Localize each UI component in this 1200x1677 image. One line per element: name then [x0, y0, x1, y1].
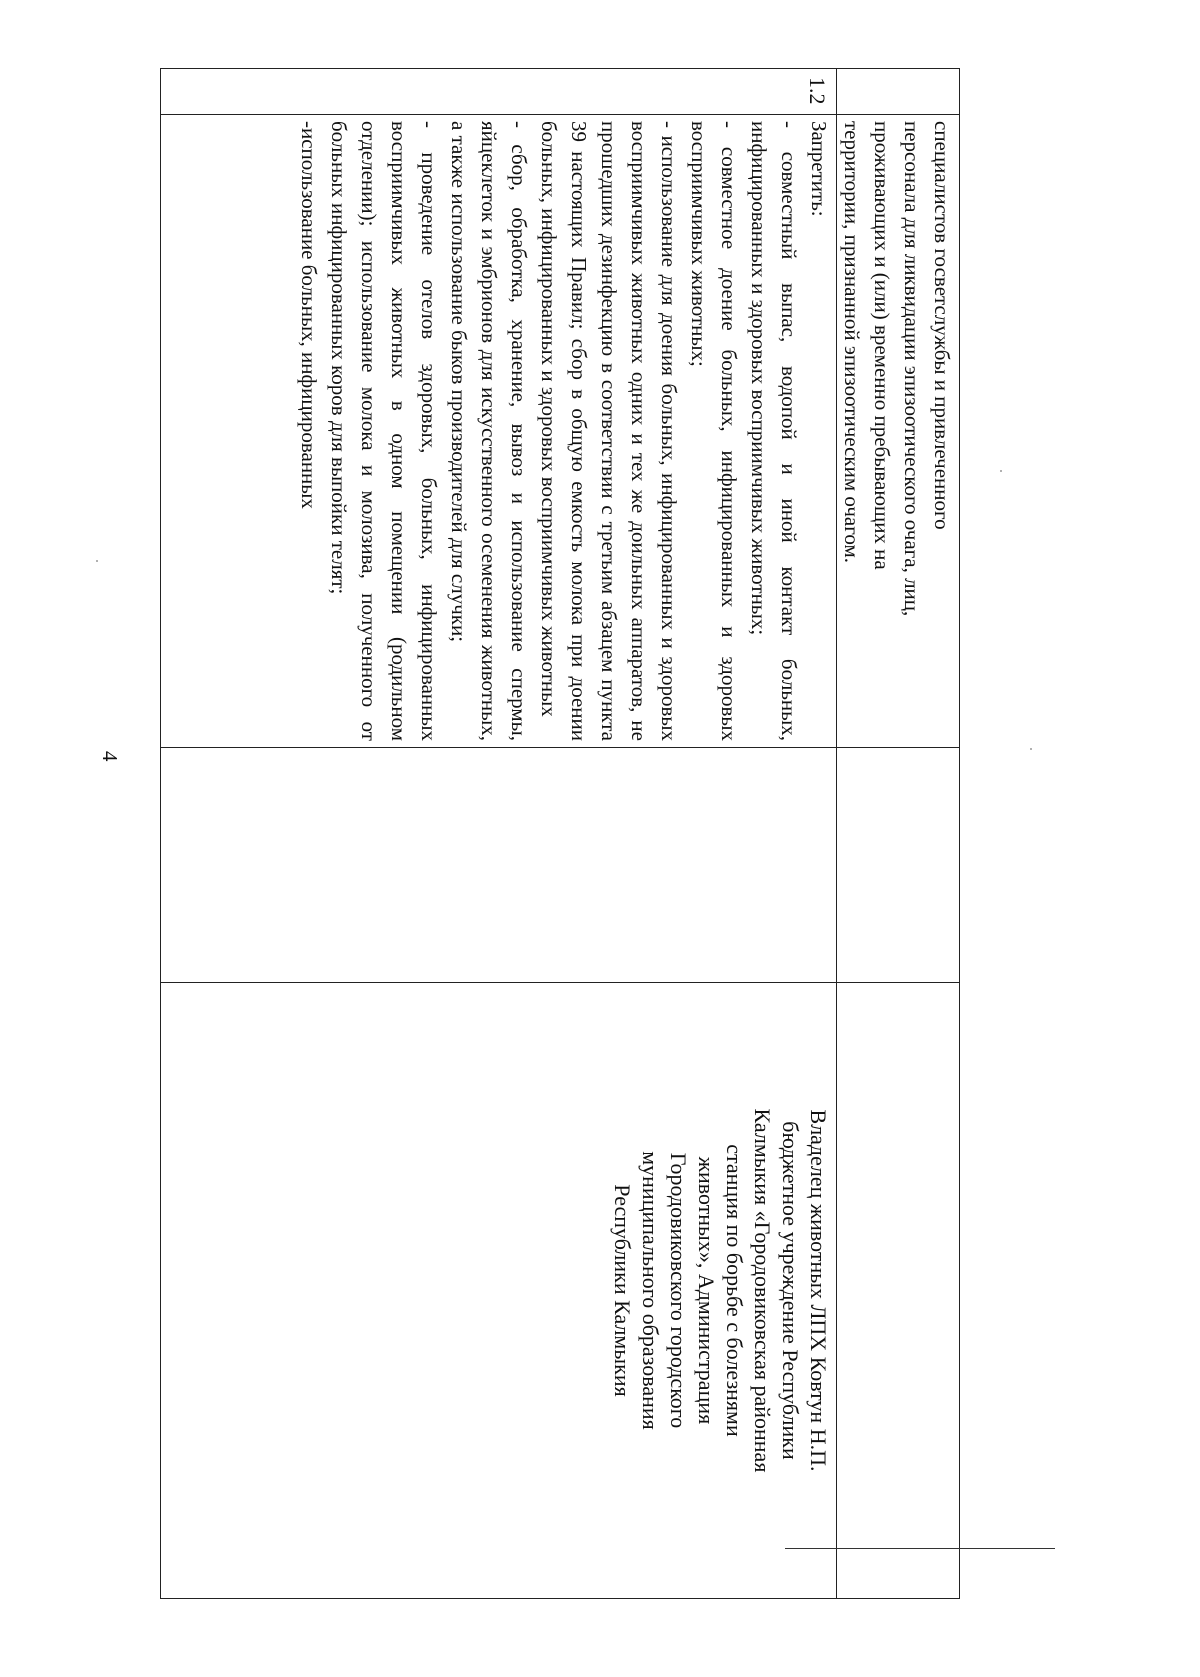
row-number: 1.2 [805, 77, 830, 105]
cell-continued-text [837, 115, 960, 748]
scan-speck [96, 560, 98, 562]
measure-item: -использование больных, инфицированных [297, 121, 321, 509]
responsible-line: Городовиковского городского [666, 1152, 691, 1429]
responsible-line: бюджетное учреждение Республики [778, 1121, 803, 1460]
cell-measures [161, 115, 837, 748]
measure-item: - совместный выпас, водопой и иной контакт больных, инфицированных и здоровых восприимчивых животных; [747, 121, 801, 741]
measures-table [160, 68, 960, 1599]
table-row [161, 69, 837, 1599]
cell-number-empty [837, 69, 960, 115]
responsible-line: Республики Калмыкия [610, 1184, 635, 1397]
continued-line: территории, признанной эпизоотическим очагом. [840, 121, 864, 563]
continued-line: проживающих и (или) временно пребывающих на [870, 121, 894, 570]
scan-speck [1000, 470, 1002, 472]
cell-number [161, 69, 837, 115]
continued-line: персонала для ликвидации эпизоотического очага, лиц, [900, 121, 924, 617]
measure-item: - использование для доения больных, инфицированных и здоровых восприимчивых животных одних и тех же доильных аппаратов, не прошедших дезинфекцию в соответствии с третьим абзацем пункта 39 настоящих Правил; сбор в общую емкость молока при доении больных, инфицированных и здоровых восприимчивых животных [537, 121, 681, 741]
measure-item: - проведение отелов здоровых, больных, инфицированных восприимчивых животных в одном помещении (родильном отделении); использование молока и молозива, полученного от больных инфицированных коров для выпойки телят; [327, 121, 441, 741]
measure-item: - сбор, обработка, хранение, вывоз и использование спермы, яйцеклеток и эмбрионов для искусственного осеменения животных, а также использование быков производителей для случки; [447, 121, 531, 741]
responsible-line: животных», Администрация [694, 1156, 719, 1425]
table-row-continued [837, 69, 960, 1599]
page-number: 4 [98, 751, 122, 762]
cell-responsible [161, 983, 837, 1599]
responsible-line: Владелец животных ЛПХ Ковтун Н.П. [806, 1109, 831, 1472]
cell-deadline-empty [837, 748, 960, 983]
cell-responsible-empty [837, 983, 960, 1599]
measure-item: - совместное доение больных, инфицированных и здоровых восприимчивых животных; [687, 121, 741, 741]
scan-speck [1030, 748, 1032, 750]
rotated-page [98, 68, 960, 1598]
continued-line: специалистов госветслужбы и привлеченного [930, 121, 954, 530]
responsible-line: Калмыкия «Городовиковская районная [750, 1108, 775, 1473]
responsible-line: станция по борьбе с болезнями [722, 1144, 747, 1437]
cell-deadline [161, 748, 837, 983]
measure-heading: Запретить: [807, 121, 831, 217]
responsible-line: муниципального образования [638, 1151, 663, 1430]
signature-line [785, 1548, 1055, 1549]
